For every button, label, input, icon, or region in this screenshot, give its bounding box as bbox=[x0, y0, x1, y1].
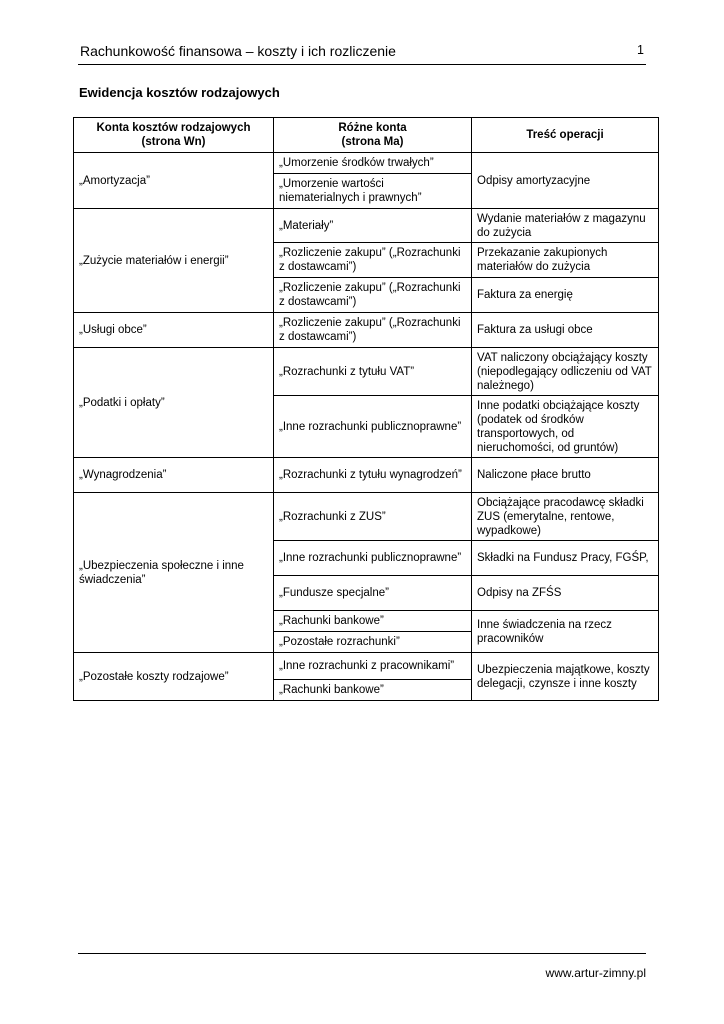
footer-divider bbox=[78, 953, 646, 954]
cell-zuzycie-tresc-1: Wydanie materiałów z magazynu do zużycia bbox=[472, 209, 659, 243]
cell-wynagr-ma: „Rozrachunki z tytułu wynagrodzeń” bbox=[274, 458, 472, 493]
table-row bbox=[74, 653, 659, 680]
table-row bbox=[74, 313, 659, 348]
table-row bbox=[74, 493, 659, 541]
cell-podatki-tresc-1: VAT naliczony obciążający koszty (niepodlegający odliczeniu od VAT należnego) bbox=[472, 348, 659, 396]
cell-zuzycie-tresc-3: Faktura za energię bbox=[472, 278, 659, 313]
header-konta-line2: (strona Wn) bbox=[141, 136, 206, 148]
cell-uslugi-konto: „Usługi obce” bbox=[74, 313, 274, 348]
cell-amort-konto: „Amortyzacja” bbox=[74, 153, 274, 209]
cell-zuzycie-ma-2: „Rozliczenie zakupu” („Rozrachunki z dostawcami”) bbox=[274, 243, 472, 278]
cell-amort-ma-2: „Umorzenie wartości niematerialnych i prawnych” bbox=[274, 174, 472, 209]
table-header-row bbox=[74, 118, 659, 153]
cell-pozost-ma-1: „Inne rozrachunki z pracownikami” bbox=[274, 653, 472, 680]
header-title: Rachunkowość finansowa – koszty i ich rozliczenie bbox=[80, 43, 396, 59]
cell-pozost-ma-2: „Rachunki bankowe” bbox=[274, 680, 472, 701]
cell-zuzycie-ma-3: „Rozliczenie zakupu” („Rozrachunki z dostawcami”) bbox=[274, 278, 472, 313]
cell-pozost-tresc: Ubezpieczenia majątkowe, koszty delegacji, czynsze i inne koszty bbox=[472, 653, 659, 701]
cell-uslugi-tresc: Faktura za usługi obce bbox=[472, 313, 659, 348]
cell-uslugi-ma: „Rozliczenie zakupu” („Rozrachunki z dostawcami”) bbox=[274, 313, 472, 348]
cell-zuzycie-ma-1: „Materiały” bbox=[274, 209, 472, 243]
cell-wynagr-konto: „Wynagrodzenia” bbox=[74, 458, 274, 493]
table-row bbox=[74, 153, 659, 174]
cell-ubezp-ma-5: „Pozostałe rozrachunki” bbox=[274, 632, 472, 653]
table-row bbox=[74, 348, 659, 396]
header-cell-tresc: Treść operacji bbox=[472, 118, 659, 153]
header-cell-konta bbox=[74, 118, 274, 153]
page-number: 1 bbox=[637, 43, 644, 57]
cell-ubezp-konto: „Ubezpieczenia społeczne i inne świadczenia” bbox=[74, 493, 274, 653]
cell-ubezp-ma-3: „Fundusze specjalne” bbox=[274, 576, 472, 611]
cell-zuzycie-konto: „Zużycie materiałów i energii” bbox=[74, 209, 274, 313]
cell-ubezp-tresc-1: Obciążające pracodawcę składki ZUS (emerytalne, rentowe, wypadkowe) bbox=[472, 493, 659, 541]
footer-url: www.artur-zimny.pl bbox=[545, 966, 646, 980]
cell-podatki-ma-1: „Rozrachunki z tytułu VAT” bbox=[274, 348, 472, 396]
cell-podatki-konto: „Podatki i opłaty” bbox=[74, 348, 274, 458]
table-row bbox=[74, 209, 659, 243]
cell-zuzycie-tresc-2: Przekazanie zakupionych materiałów do zużycia bbox=[472, 243, 659, 278]
cell-wynagr-tresc: Naliczone płace brutto bbox=[472, 458, 659, 493]
cell-ubezp-tresc-3: Odpisy na ZFŚS bbox=[472, 576, 659, 611]
cost-table bbox=[73, 117, 659, 701]
cell-amort-tresc: Odpisy amortyzacyjne bbox=[472, 153, 659, 209]
cell-ubezp-ma-2: „Inne rozrachunki publicznoprawne” bbox=[274, 541, 472, 576]
header-rozne-line2: (strona Ma) bbox=[341, 136, 404, 148]
cell-ubezp-tresc-2: Składki na Fundusz Pracy, FGŚP, bbox=[472, 541, 659, 576]
page-header bbox=[78, 40, 646, 65]
cell-ubezp-ma-1: „Rozrachunki z ZUS” bbox=[274, 493, 472, 541]
cell-pozost-konto: „Pozostałe koszty rodzajowe” bbox=[74, 653, 274, 701]
header-cell-rozne-konta bbox=[274, 118, 472, 153]
table-row bbox=[74, 458, 659, 493]
cell-ubezp-tresc-4: Inne świadczenia na rzecz pracowników bbox=[472, 611, 659, 653]
header-rozne-line1: Różne konta bbox=[338, 122, 407, 134]
cell-podatki-tresc-2: Inne podatki obciążające koszty (podatek od środków transportowych, od nieruchomości, od gruntów) bbox=[472, 396, 659, 458]
section-heading: Ewidencja kosztów rodzajowych bbox=[79, 85, 280, 100]
cell-amort-ma-1: „Umorzenie środków trwałych” bbox=[274, 153, 472, 174]
cell-ubezp-ma-4: „Rachunki bankowe” bbox=[274, 611, 472, 632]
cell-podatki-ma-2: „Inne rozrachunki publicznoprawne” bbox=[274, 396, 472, 458]
header-konta-line1: Konta kosztów rodzajowych bbox=[96, 122, 251, 134]
